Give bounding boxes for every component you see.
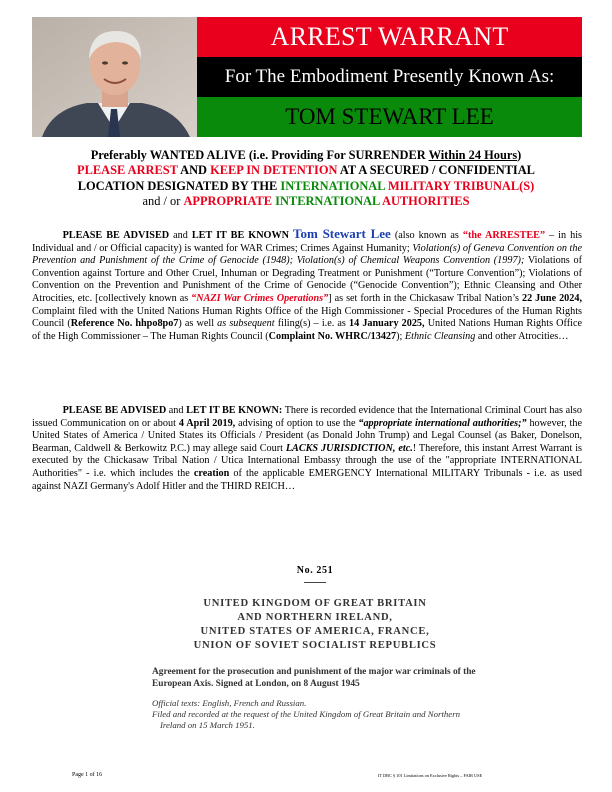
- page-number: Page 1 of 16: [72, 772, 103, 778]
- footer-reference: IT DBC § 101 Limitations on Exclusive Rights – FAIR USE: [378, 773, 483, 778]
- treaty-filing-note: Filed and recorded at the request of the United Kingdom of Great Britain and Northern Ireland on 15 March 1951.: [152, 709, 461, 731]
- advisory-paragraph-1: PLEASE BE ADVISED and LET IT BE KNOWN Tom Stewart Lee (also known as “the ARRESTEE” – in his Individual and / or Official capacity) is wanted for WAR Crimes; Crimes Against Humanity; Violation(s) of Geneva Convention on the Prevention and Punishment of the Crime of Genocide (1948); Violation(s) of Chemical Weapons Convention (1997); Violations of Convention against Torture and Other Cruel, Inhuman or Degrading Treatment or Punishment (“Torture Convention”); Violations of Convention on the Prevention and Punishment of the Crime of Genocide (“Genocide Convention”); Ethnic Cleansing and Other Atrocities, etc. [collectively known as “NAZI War Crimes Operations”] as set forth in the Chickasaw Tribal Nation’s 22 June 2024, Complaint filed with the United Nations Human Rights Office of the High Commissioner - Special Procedures of the Human Rights Council (Reference No. hhpo8po7) as well as subsequent filing(s) – i.e. as 14 January 2025, United Nations Human Rights Office of the High Commissioner – The Human Rights Council (Complaint No. WHRC/13427); Ethnic Cleansing and other Atrocities…: [32, 226, 582, 342]
- treaty-divider: [304, 582, 326, 583]
- headline: [20, 148, 592, 210]
- treaty-subject: Agreement for the prosecution and punishment of the major war criminals of the European Axis. Signed at London, on 8 August 1945: [152, 667, 476, 689]
- advisory-paragraph-2: PLEASE BE ADVISED and LET IT BE KNOWN: There is recorded evidence that the International Criminal Court has also issued Communication on or about 4 April 2019, advising of option to use the “appropriate international authorities;” however, the United States of America / United States its Officials / President (as Donald John Trump) and Legal Counsel (as Baker, Donelson, Bearman, Caldwell & Berkowitz P.C.) may allege said Court LACKS JURISDICTION, etc.! Therefore, this instant Arrest Warrant is executed by the Chickasaw Tribal Nation / Utica International Embassy through the use of the "appropriate INTERNATIONAL Authorities" - i.e. which includes the creation of the applicable EMERGENCY International MILITARY Tribunals - i.e. as used against NAZI Germany's Adolf Hitler and the THIRD REICH…: [32, 405, 582, 492]
- name-band: [197, 97, 582, 137]
- headline-line-3: LOCATION DESIGNATED BY THE INTERNATIONAL MILITARY TRIBUNAL(S): [77, 178, 535, 193]
- treaty-parties: UNITED KINGDOM OF GREAT BRITAIN AND NORTHERN IRELAND, UNITED STATES OF AMERICA, FRANCE, UNION OF SOVIET SOCIALIST REPUBLICS: [193, 598, 437, 651]
- warrant-subtitle: For The Embodiment Presently Known As:: [224, 66, 555, 87]
- portrait-photo: [32, 17, 197, 137]
- warrant-title: ARREST WARRANT: [270, 22, 509, 51]
- portrait-image: [32, 17, 197, 137]
- arrestee-name-inline: Tom Stewart Lee: [293, 226, 391, 241]
- header-banner: [32, 17, 582, 137]
- title-band: [197, 17, 582, 57]
- treaty-excerpt: [150, 565, 480, 731]
- arrestee-name: TOM STEWART LEE: [285, 104, 494, 129]
- headline-line-2: PLEASE ARREST AND KEEP IN DETENTION AT A SECURED / CONFIDENTIAL: [77, 163, 535, 178]
- headline-line-1: Preferably WANTED ALIVE (i.e. Providing For SURRENDER Within 24 Hours): [90, 148, 522, 162]
- treaty-number: No. 251: [296, 565, 334, 576]
- headline-line-4: and / or APPROPRIATE INTERNATIONAL AUTHORITIES: [142, 194, 470, 209]
- subtitle-band: [197, 57, 582, 97]
- treaty-official-texts: Official texts: English, French and Russian.: [152, 698, 307, 709]
